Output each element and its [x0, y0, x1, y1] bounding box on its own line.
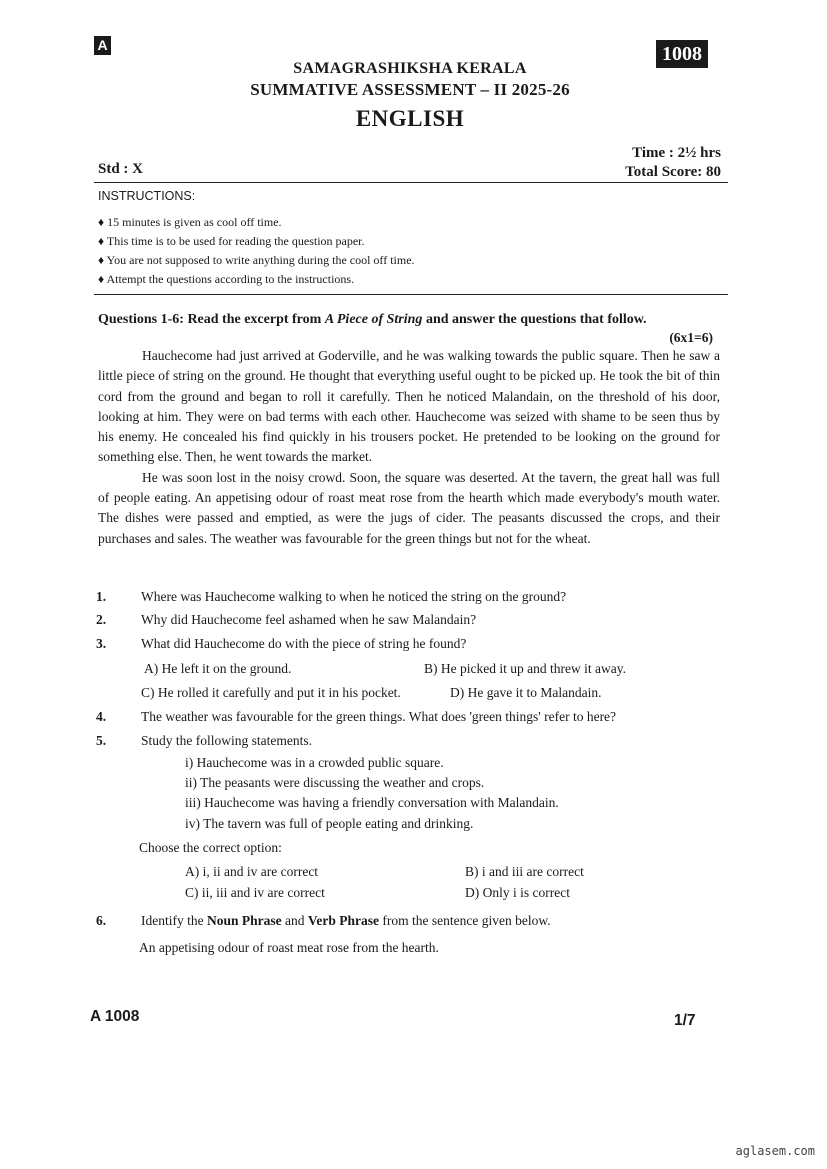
answer-option: B) He picked it up and threw it away. [424, 661, 626, 676]
subject-title: ENGLISH [355, 106, 465, 131]
question-text: Why did Hauchecome feel ashamed when he saw Malandain? [141, 612, 477, 627]
verb-phrase-term: Verb Phrase [307, 913, 379, 928]
question-text: Study the following statements. [141, 733, 312, 748]
footer-paper-code: A 1008 [90, 1008, 140, 1025]
question-text: The weather was favourable for the green things. What does 'green things' refer to here? [141, 709, 617, 724]
section-heading: Questions 1-6: Read the excerpt from A Piece of String and answer the questions that follow. [98, 312, 647, 327]
total-score-label: Total Score: 80 [625, 164, 721, 180]
statement-item: i) Hauchecome was in a crowded public square. [185, 755, 444, 770]
instruction-item: ♦ You are not supposed to write anything during the cool off time. [98, 253, 415, 267]
instructions-title: INSTRUCTIONS: [98, 189, 196, 203]
answer-option: C) ii, iii and iv are correct [185, 885, 325, 900]
answer-option: C) He rolled it carefully and put it in his pocket. [141, 685, 401, 700]
organization-title: SAMAGRASHIKSHA KERALA [293, 60, 527, 77]
answer-option: A) i, ii and iv are correct [185, 864, 319, 879]
watermark: aglasem.com [735, 1144, 815, 1158]
header-divider [94, 182, 728, 183]
statement-item: iv) The tavern was full of people eating and drinking. [185, 816, 474, 831]
instruction-item: ♦ Attempt the questions according to the instructions. [98, 272, 355, 286]
question-number: 6. [96, 913, 107, 928]
exam-title: SUMMATIVE ASSESSMENT – II 2025-26 [250, 80, 570, 99]
answer-option: D) He gave it to Malandain. [450, 685, 602, 700]
question-text: Identify the Noun Phrase and Verb Phrase from the sentence given below. [141, 913, 551, 928]
excerpt-paragraph: He was soon lost in the noisy crowd. Soon, the square was deserted. At the tavern, the great hall was full of people eating. An appetising odour of roast meat rose from the hearth which made everybody's mouth water. The dishes were passed and emptied, as were the jugs of cider. The peasants discussed the crops, and their purchases and sales. The weather was favourable for the green things but not for the wheat. [98, 469, 720, 546]
series-badge: A [94, 36, 111, 55]
question-number: 3. [96, 636, 107, 651]
answer-option: B) i and iii are correct [465, 864, 584, 879]
instruction-item: ♦ 15 minutes is given as cool off time. [98, 215, 282, 229]
page-number: 1/7 [674, 1012, 696, 1029]
question-number: 4. [96, 709, 107, 724]
time-label: Time : 2½ hrs [632, 145, 721, 161]
excerpt-passage [98, 346, 720, 549]
paper-code-badge: 1008 [656, 40, 708, 68]
question-number: 5. [96, 733, 107, 748]
statement-item: ii) The peasants were discussing the weather and crops. [185, 775, 485, 790]
question-number: 2. [96, 612, 107, 627]
section-marks: (6x1=6) [669, 330, 713, 345]
question-text: What did Hauchecome do with the piece of string he found? [141, 636, 467, 651]
statement-item: iii) Hauchecome was having a friendly conversation with Malandain. [185, 795, 559, 810]
instructions-divider [94, 294, 728, 295]
answer-option: D) Only i is correct [465, 885, 570, 900]
story-title: A Piece of String [324, 312, 423, 327]
question-number: 1. [96, 589, 107, 604]
given-sentence: An appetising odour of roast meat rose from the hearth. [139, 940, 439, 955]
choose-prompt: Choose the correct option: [139, 840, 282, 855]
standard-label: Std : X [98, 161, 144, 177]
excerpt-paragraph: Hauchecome had just arrived at Goderville, and he was walking towards the public square. Then he saw a little piece of string on the ground. He thought that everything useful ought to be picked up. He took the bit of thin cord from the ground and began to roll it carefully. Then he noticed Malandain, on the threshold of his door, looking at him. They were on bad terms with each other. Hauchecome was seized with shame to be seen thus by his enemy. He concealed his find quickly in his trousers pocket. He pretended to be looking on the ground for something else. Then, he went towards the market. [98, 348, 720, 465]
answer-option: A) He left it on the ground. [144, 661, 292, 676]
noun-phrase-term: Noun Phrase [206, 913, 282, 928]
instruction-item: ♦ This time is to be used for reading the question paper. [98, 234, 365, 248]
question-text: Where was Hauchecome walking to when he noticed the string on the ground? [141, 589, 567, 604]
